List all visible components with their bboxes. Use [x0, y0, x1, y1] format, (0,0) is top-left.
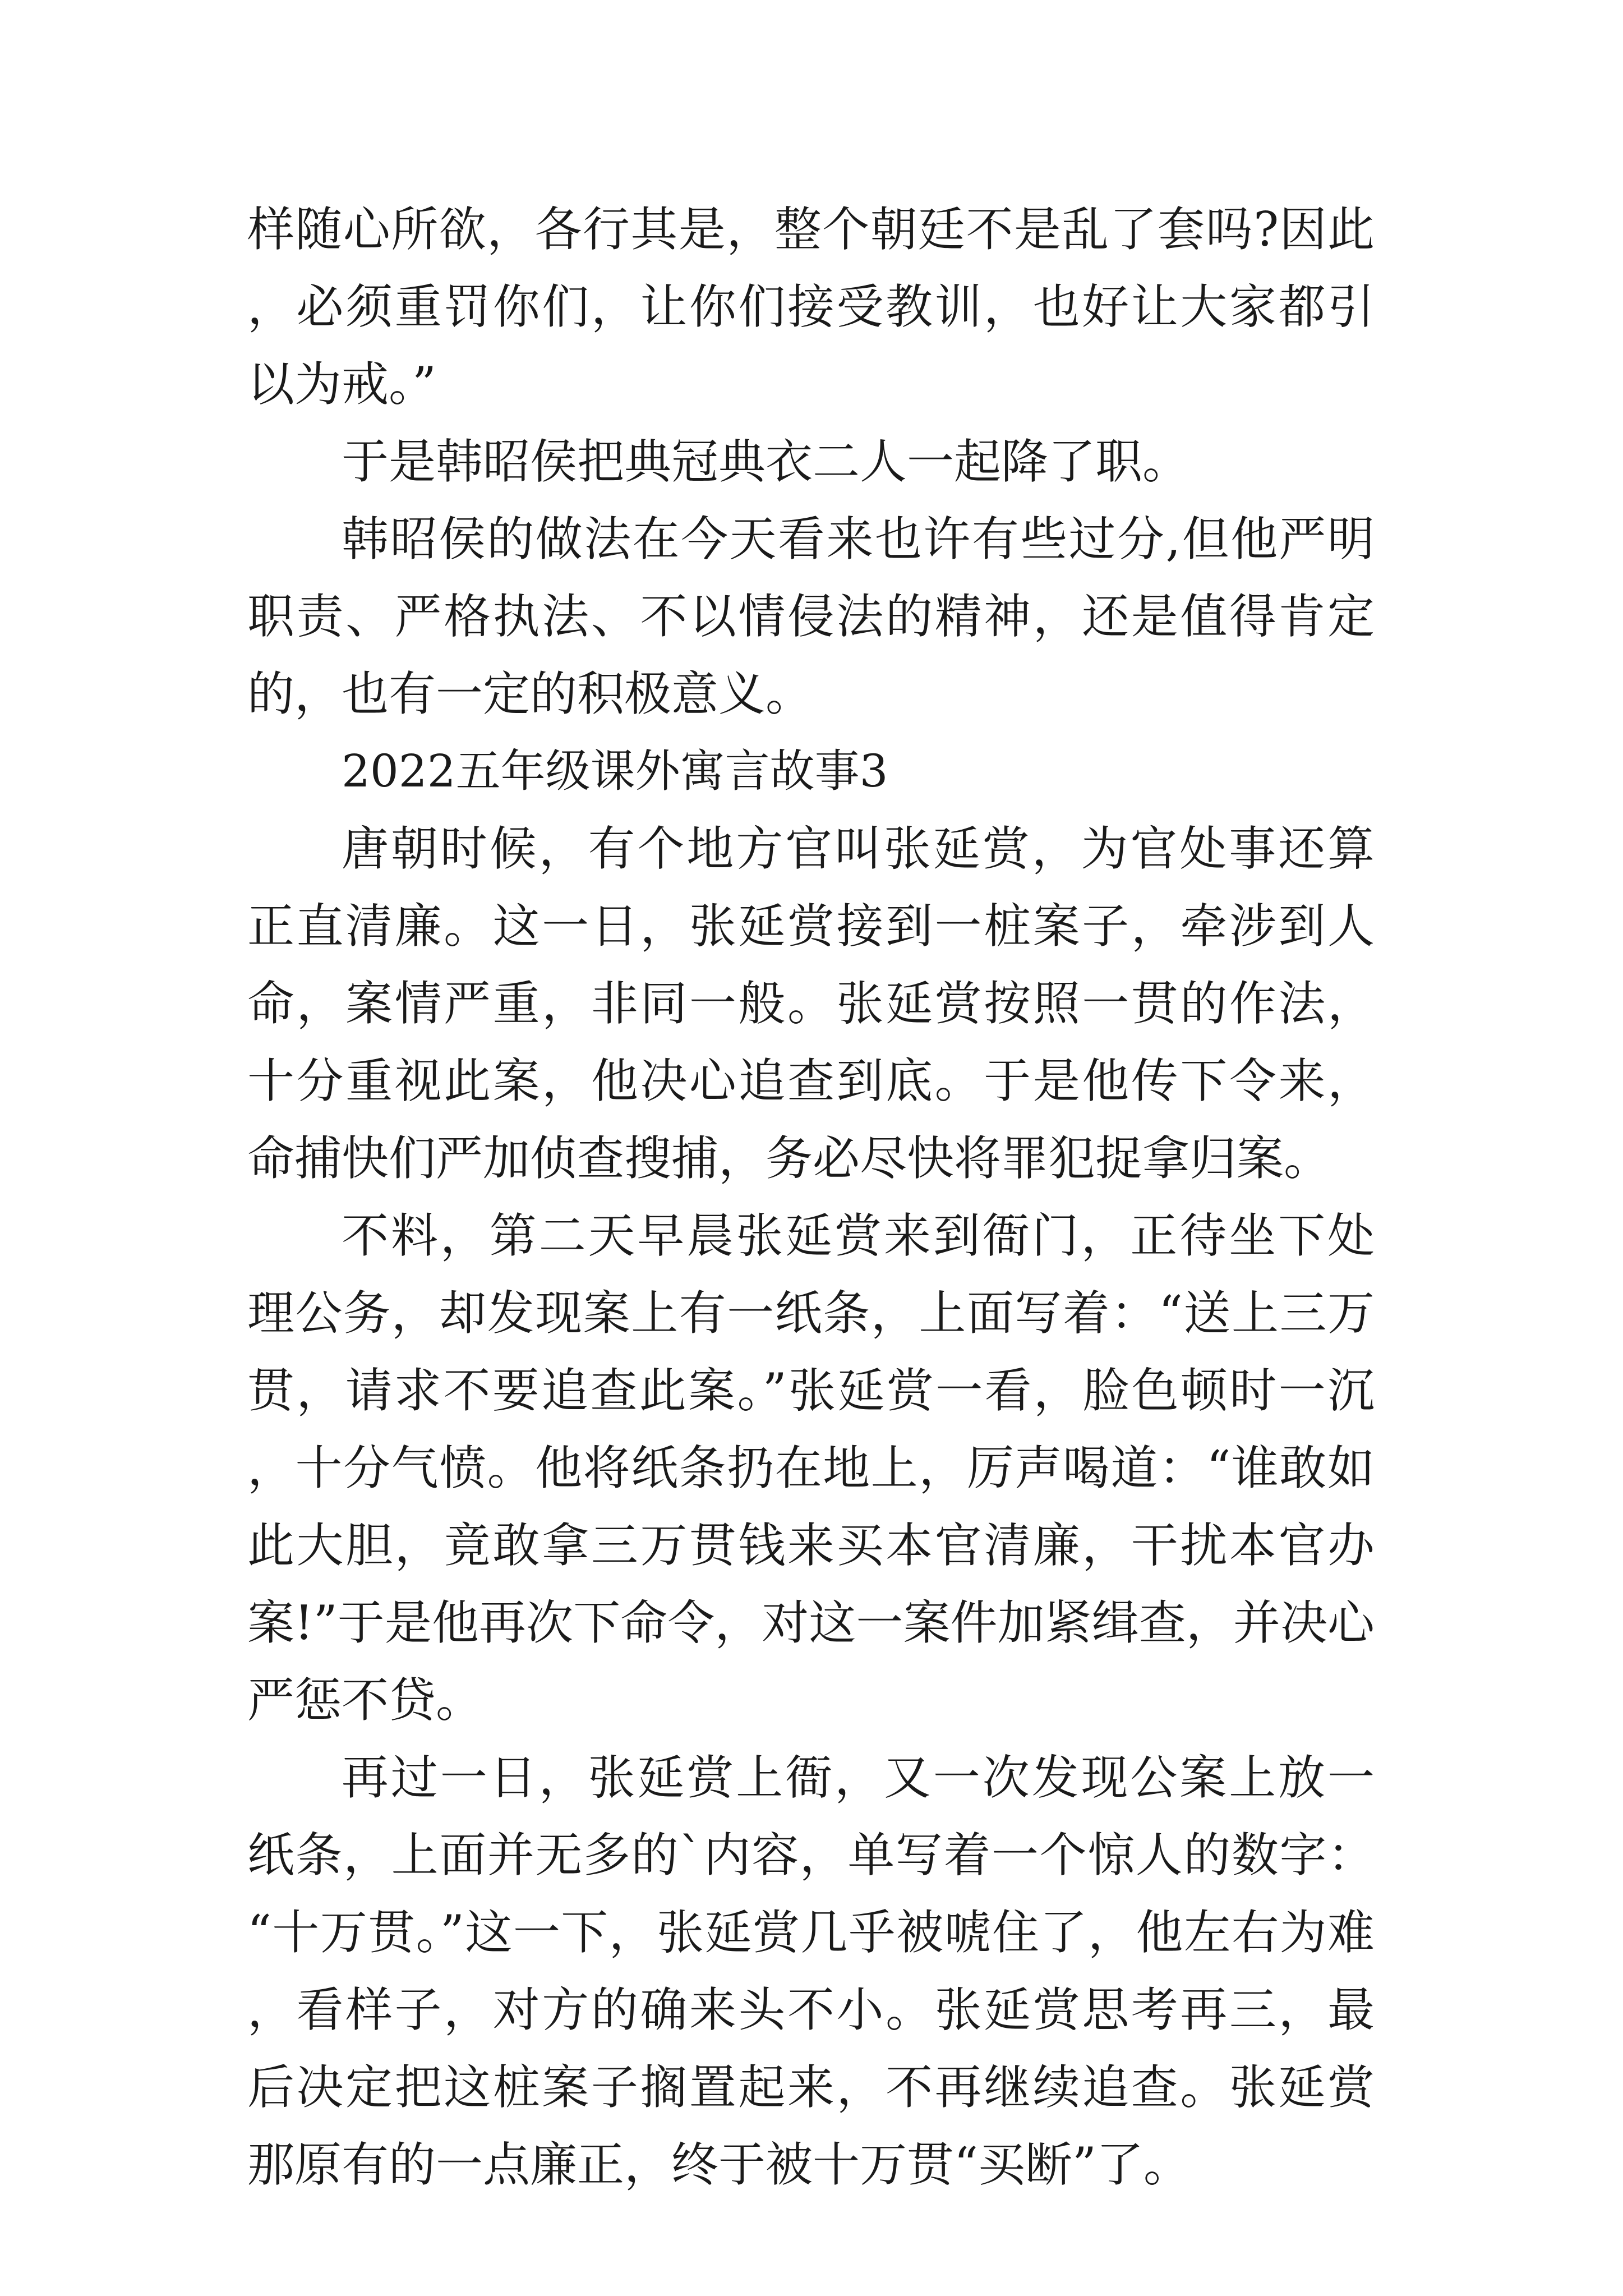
paragraph-continued: 样随心所欲，各行其是，整个朝廷不是乱了套吗?因此，必须重罚你们，让你们接受教训，也好让大家都引以为戒。” — [247, 202, 1375, 412]
paragraph-commentary: 韩昭侯的做法在今天看来也许有些过分,但他严明职责、严格执法、不以情侵法的精神，还是值得肯定的，也有一定的积极意义。 — [247, 512, 1375, 721]
paragraph-story-intro: 唐朝时候，有个地方官叫张延赏，为官处事还算正直清廉。这一日，张延赏接到一桩案子，牵涉到人命，案情严重，非同一般。张延赏按照一贯的作法，十分重视此案，他决心追查到底。于是他传下令来，命捕快们严加侦查搜捕，务必尽快将罪犯捉拿归案。 — [247, 821, 1375, 1186]
paragraph-second-note: 再过一日，张延赏上衙，又一次发现公案上放一纸条，上面并无多的`内容，单写着一个惊人的数字：“十万贯。”这一下，张延赏几乎被唬住了，他左右为难，看样子，对方的确来头不小。张延赏思考再三，最后决定把这桩案子搁置起来，不再继续追查。张延赏那原有的一点廉正，终于被十万贯“买断”了。 — [247, 1750, 1375, 2192]
document-body — [247, 191, 1375, 2203]
section-heading: 2022五年级课外寓言故事3 — [342, 745, 888, 797]
paragraph-first-note: 不料，第二天早晨张延赏来到衙门，正待坐下处理公务，却发现案上有一纸条，上面写着：“送上三万贯，请求不要追查此案。”张延赏一看，脸色顿时一沉，十分气愤。他将纸条扔在地上，厉声喝道：“谁敢如此大胆，竟敢拿三万贯钱来买本官清廉，干扰本官办案!”于是他再次下命令，对这一案件加紧缉查，并决心严惩不贷。 — [247, 1208, 1375, 1728]
paragraph-demotion: 于是韩昭侯把典冠典衣二人一起降了职。 — [342, 434, 1190, 489]
